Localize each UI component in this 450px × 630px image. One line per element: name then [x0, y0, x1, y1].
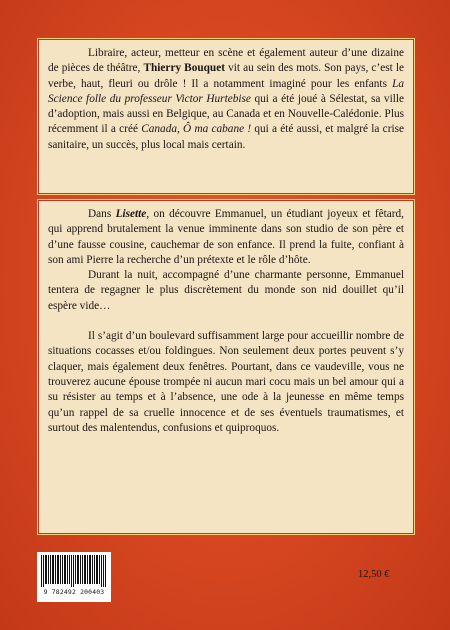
- isbn-barcode: [37, 552, 111, 602]
- book-title: Lisette: [115, 208, 147, 220]
- price-label: 12,50 €: [358, 569, 390, 580]
- synopsis-text-1a: Dans: [88, 208, 116, 220]
- play-title-1: La Science folle du professeur Victor Hurtebise: [48, 77, 404, 105]
- bio-text-1: Libraire, acteur, metteur en scène et également auteur d’une dizaine de pièces de théâtre,: [48, 47, 404, 75]
- synopsis-paragraph-1: [48, 207, 404, 268]
- synopsis-panel: [37, 199, 415, 535]
- author-bio-paragraph: [48, 46, 404, 153]
- synopsis-text-1b: , on découvre Emmanuel, un étudiant joyeux et fêtard, qui apprend brutalement la venue imminente dans son studio de son père et d’une fausse cousine, cauchemar de son enfance. Il prend la fuite, confiant à son ami Pierre la recherche d’un prétexte et le rôle d’hôte.: [48, 208, 405, 266]
- synopsis-paragraph-2: Durant la nuit, accompagné d’une charmante personne, Emmanuel tentera de regagner le plus discrètement du monde son nid douillet qu’il espère vide…: [48, 269, 404, 312]
- barcode-bars-icon: [41, 555, 107, 587]
- author-bio-panel: [37, 38, 415, 195]
- bio-text-2: vit au sein des mots. Son pays, c’est le verbe, haut, fleuri ou drôle ! Il a notamment imaginé pour les enfants: [48, 62, 404, 90]
- bio-text-3: qui a été joué à Sélestat, sa ville d’adoption, mais aussi en Belgique, au Canada et en Nouvelle-Calédonie. Plus récemment il a créé: [48, 92, 405, 136]
- isbn-number: 9 782492 200403: [43, 588, 105, 596]
- paragraph-gap: [48, 314, 404, 329]
- synopsis-paragraph-3: Il s’agit d’un boulevard suffisamment large pour accueillir nombre de situations cocasses et/ou foldingues. Non seulement deux portes peuvent s’y claquer, mais également deux fenêtres. Pourtant, dans ce vaudeville, vous ne trouverez aucune épouse trompée ni aucun mari cocu mais un bel amour qui a su résister au temps et à l’absence, une ode à la jeunesse en même temps qu’un rappel de sa cruelle innocence et de ses éventuels traumatismes, et surtout des malentendus, confusions et quiproquos.: [48, 330, 404, 434]
- author-name: Thierry Bouquet: [143, 62, 225, 75]
- bio-text-4: qui a été aussi, et malgré la crise sanitaire, un succès, plus local mais certain.: [48, 123, 405, 151]
- play-title-2: Canada, Ô ma cabane !: [141, 123, 252, 136]
